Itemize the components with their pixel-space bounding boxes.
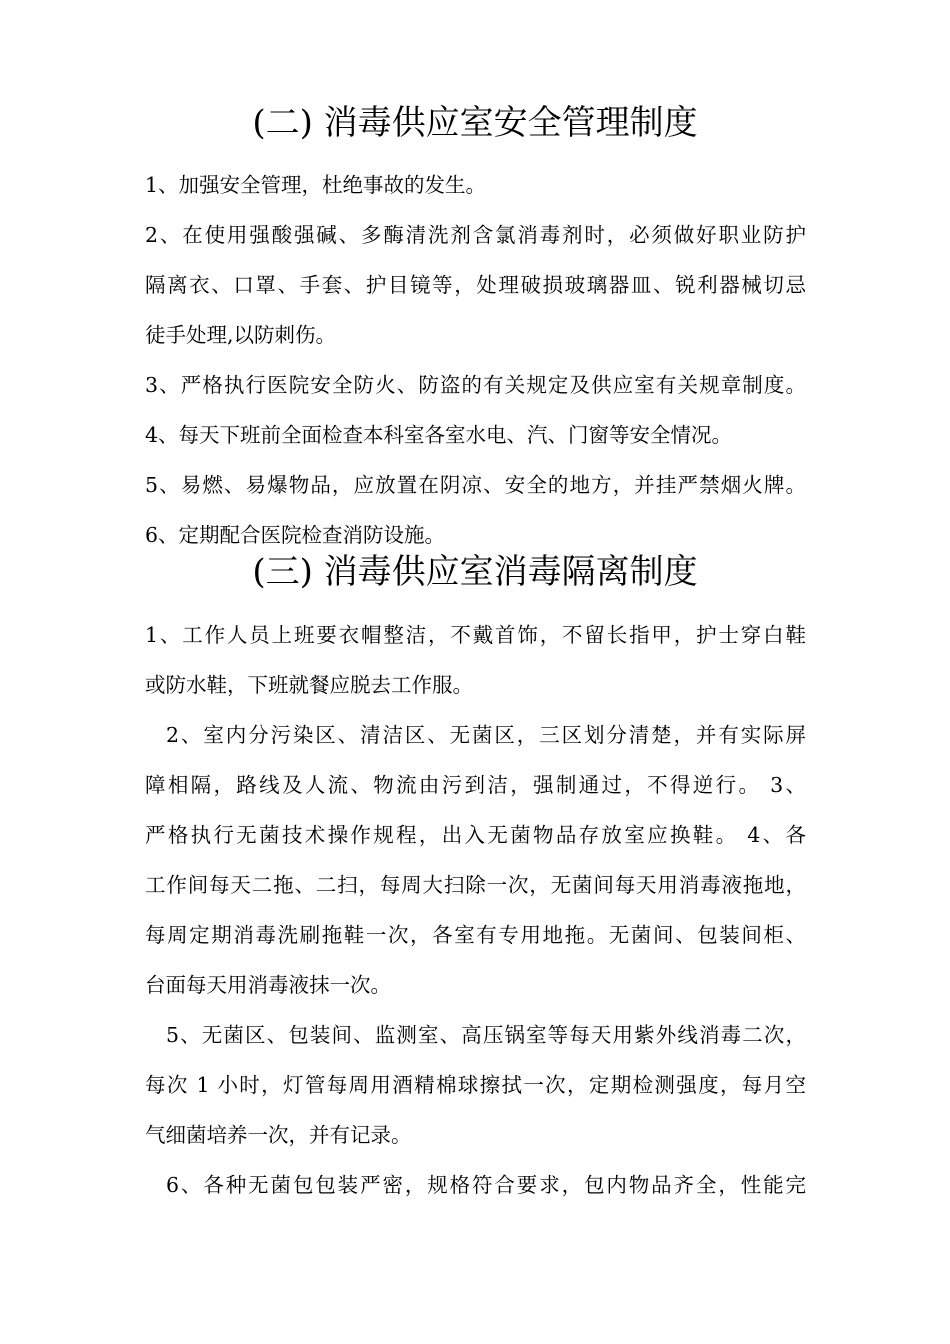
isolation-rule-6-line-1: 6、各种无菌包包装严密，规格符合要求，包内物品齐全，性能完: [166, 1173, 806, 1197]
safety-rule-1: 1、加强安全管理，杜绝事故的发生。: [145, 173, 487, 197]
isolation-rule-2-line-2: 障相隔，路线及人流、物流由污到洁，强制通过，不得逆行。 3、: [145, 773, 806, 797]
safety-rule-2-line-3: 徒手处理,以防刺伤。: [145, 323, 337, 347]
isolation-rule-1-line-2: 或防水鞋，下班就餐应脱去工作服。: [145, 673, 473, 697]
safety-rule-2-line-2: 隔离衣、口罩、手套、护目镜等，处理破损玻璃器皿、锐利器械切忌: [145, 273, 806, 297]
isolation-rule-1-line-1: 1、工作人员上班要衣帽整洁，不戴首饰，不留长指甲，护士穿白鞋: [145, 623, 806, 647]
safety-rule-6: 6、定期配合医院检查消防设施。: [145, 523, 446, 547]
section-title-disinfection-isolation: (三) 消毒供应室消毒隔离制度: [252, 552, 698, 592]
isolation-rule-4-line-2: 每周定期消毒洗刷拖鞋一次，各室有专用地拖。无菌间、包装间柜、: [145, 923, 806, 947]
section-title-safety-management: (二) 消毒供应室安全管理制度: [252, 103, 698, 143]
isolation-rule-5-line-2: 每次 1 小时，灯管每周用酒精棉球擦拭一次，定期检测强度，每月空: [145, 1073, 806, 1097]
isolation-rule-2-line-1: 2、室内分污染区、清洁区、无菌区，三区划分清楚，并有实际屏: [166, 723, 806, 747]
isolation-rule-4-line-3: 台面每天用消毒液抹一次。: [145, 973, 391, 997]
safety-rule-2-line-1: 2、在使用强酸强碱、多酶清洗剂含氯消毒剂时，必须做好职业防护: [145, 223, 806, 247]
isolation-rule-5-line-3: 气细菌培养一次，并有记录。: [145, 1123, 412, 1147]
safety-rule-3: 3、严格执行医院安全防火、防盗的有关规定及供应室有关规章制度。: [145, 373, 806, 397]
safety-rule-4: 4、每天下班前全面检查本科室各室水电、汽、门窗等安全情况。: [145, 423, 733, 447]
isolation-rule-5-line-1: 5、无菌区、包装间、监测室、高压锅室等每天用紫外线消毒二次，: [166, 1023, 806, 1047]
isolation-rule-3-line: 严格执行无菌技术操作规程，出入无菌物品存放室应换鞋。 4、各: [145, 823, 806, 847]
safety-rule-5: 5、易燃、易爆物品，应放置在阴凉、安全的地方，并挂严禁烟火牌。: [145, 473, 806, 497]
isolation-rule-4-line-1: 工作间每天二拖、二扫，每周大扫除一次，无菌间每天用消毒液拖地，: [145, 873, 806, 897]
